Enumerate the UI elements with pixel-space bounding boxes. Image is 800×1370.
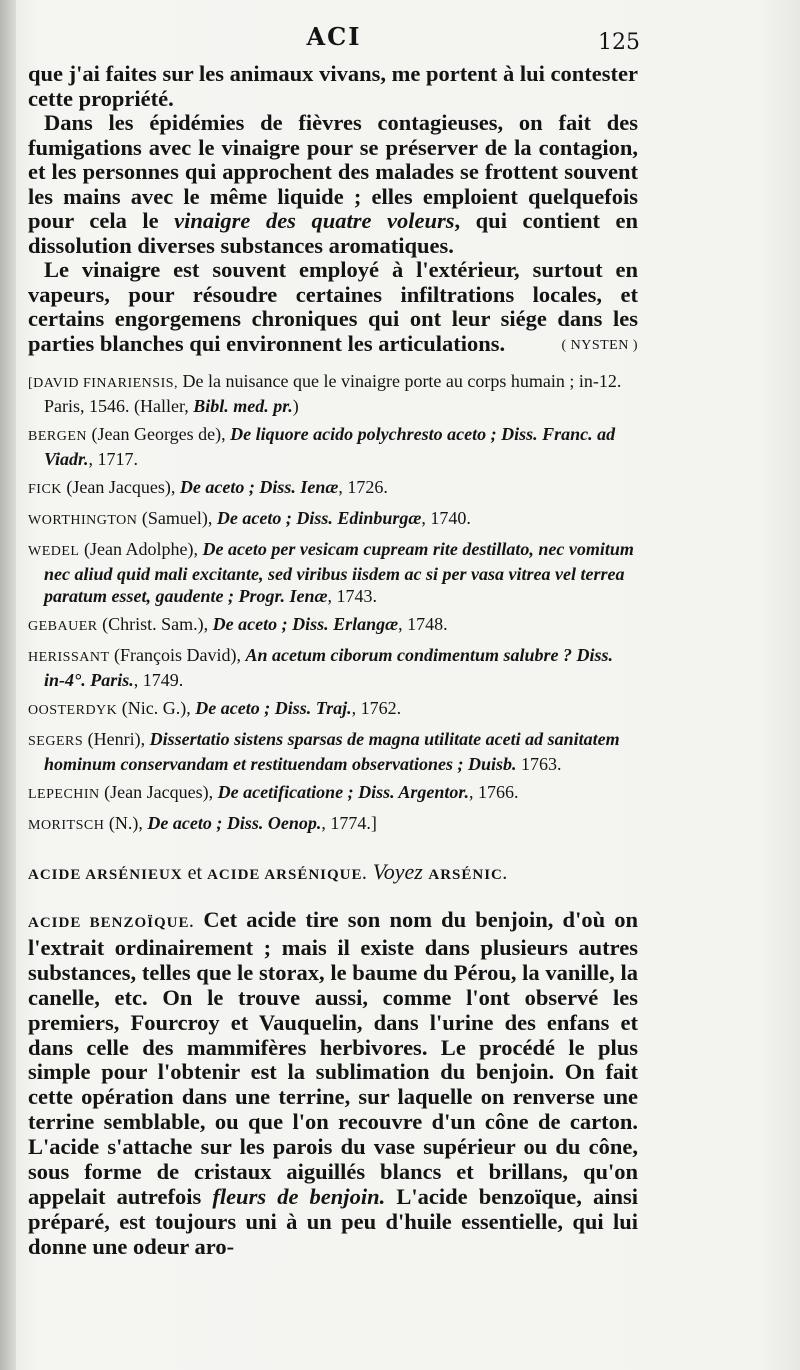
bib-title: An acetum ciborum condimentum salubre ? Diss. in-4°. Paris. (44, 645, 614, 690)
bib-date: , 1740. (421, 508, 471, 528)
bib-date: , 1762. (351, 698, 402, 718)
entry-term: ACIDE ARSÉNIEUX (28, 867, 183, 883)
bib-title: De aceto ; Diss. Edinburgæ (216, 508, 422, 528)
page-number: 125 (598, 30, 640, 55)
bib-text: (Jean Georges de), (87, 424, 231, 444)
bib-text: De la nuisance que le vinaigre porte au corps humain ; in-12. Paris, 1546. (Haller, (44, 371, 622, 416)
entry-term: ACIDE BENZOÏQUE. (28, 915, 195, 931)
running-title: ACI (306, 22, 362, 51)
bib-entry (28, 613, 638, 638)
bib-author: LEPECHIN (28, 787, 100, 802)
page-gutter-shadow (0, 0, 16, 1370)
bib-entry (28, 728, 638, 775)
bib-author: HERISSANT (28, 650, 110, 665)
bib-date: , 1774.] (321, 813, 377, 833)
bib-title: De liquore acido polychresto aceto ; Diss. Franc. ad Viadr. (44, 424, 616, 469)
bib-entry (28, 644, 638, 691)
bib-text: (Samuel), (137, 508, 217, 528)
bib-text: (N.), (104, 813, 148, 833)
bib-title: De aceto ; Diss. Traj. (195, 698, 352, 718)
bib-text: (François David), (109, 645, 246, 665)
bib-date: , 1743. (327, 586, 378, 606)
bib-title: Dissertatio sistens sparsas de magna utilitate aceti ad sanitatem hominum conservandam et restituendam observationes ; Duisb. (44, 729, 620, 774)
see-also-label: Voyez (367, 859, 429, 884)
bib-title: De aceto ; Diss. Ienæ (179, 477, 339, 497)
bib-entry (28, 423, 638, 470)
bib-title: De acetificatione ; Diss. Argentor. (217, 782, 469, 802)
bib-entry (28, 370, 638, 417)
bib-author: BERGEN (28, 429, 87, 444)
bib-entry (28, 476, 638, 501)
running-header (28, 22, 640, 51)
bib-date: , 1717. (88, 449, 139, 469)
bib-text: (Jean Jacques), (61, 477, 180, 497)
paragraph-benzoique (28, 908, 638, 1260)
bib-entry (28, 507, 638, 532)
see-also-target[interactable]: ARSÉNIC. (428, 867, 508, 883)
bib-entry (28, 538, 638, 607)
bib-date: ) (292, 396, 299, 416)
bib-author: OOSTERDYK (28, 703, 118, 718)
bib-entry (28, 812, 638, 837)
paragraph-2 (28, 111, 638, 258)
bib-title: De aceto ; Diss. Oenop. (147, 813, 322, 833)
bib-date: , 1766. (468, 782, 519, 802)
bib-date: , 1748. (398, 614, 448, 634)
paragraph-3 (28, 258, 638, 356)
paragraph-1: que j'ai faites sur les animaux vivans, me portent à lui contester cette propriété. (28, 61, 638, 111)
cross-reference-heading (28, 859, 638, 888)
bib-text: (Christ. Sam.), (97, 614, 213, 634)
heading-conjunction: et (182, 862, 208, 884)
bib-date: , 1749. (133, 670, 184, 690)
paragraph-2-italic: vinaigre des quatre voleurs (174, 208, 455, 233)
entry-body-tail: L'acide benzoïque, ainsi préparé, est toujours uni à un peu d'huile essentielle, qui lui donne une odeur aro- (28, 1183, 638, 1259)
bibliography-list (28, 370, 638, 837)
bib-entry (28, 697, 638, 722)
bib-title: De aceto per vesicam cupream rite destillato, nec vomitum nec aliud quid mali excitante, sed viribus iisdem ac si per vasa vitrea vel terrea paratum esset, gaudente ; Progr. Ienæ (44, 539, 634, 606)
paragraph-2-tail: , qui contient en dissolution diverses substances aromatiques. (28, 208, 638, 258)
bib-author: WEDEL (28, 544, 80, 559)
bib-author: MORITSCH (28, 818, 105, 833)
entry-body: Cet acide tire son nom du benjoin, d'où on l'extrait ordinairement ; mais il existe dans plusieurs autres substances, telles que le storax, le baume du Pérou, la vanille, la canelle, etc. On le trouve aussi, comme l'ont observé les premiers, Fourcroy et Vauquelin, dans l'urine des enfans et dans celle des mammifères herbivores. Le procédé le plus simple pour l'obtenir est la sublimation du benjoin. On fait cette opération dans une terrine, sur laquelle on renverse une terrine semblable, ou que l'on recouvre d'un cône de carton. L'acide s'attache sur les parois du vase supérieur ou du cône, sous forme de cristaux aiguillés blancs et brillans, qu'on appelait autrefois (28, 907, 638, 1209)
entry-italic: fleurs de benjoin. (212, 1183, 386, 1209)
entry-term: ACIDE ARSÉNIQUE. (207, 867, 368, 883)
bib-author: FICK (28, 482, 62, 497)
author-attribution: ( NYSTEN ) (561, 337, 638, 353)
bib-text: (Nic. G.), (117, 698, 196, 718)
text-column (28, 62, 638, 1260)
bib-text: (Jean Adolphe), (79, 539, 203, 559)
paragraph-3-text: Le vinaigre est souvent employé à l'extérieur, surtout en vapeurs, pour résoudre certaines infiltrations locales, et certains engorgemens chroniques qui ont leur siége dans les parties blanches qui environnent les articulations. (28, 257, 638, 356)
bib-author: WORTHINGTON (28, 513, 138, 528)
bib-author: [DAVID FINARIENSIS, (28, 376, 179, 391)
bib-author: GEBAUER (28, 619, 98, 634)
bib-text: (Henri), (83, 729, 150, 749)
paragraph-2-text: Dans les épidémies de fièvres contagieuses, on fait des fumigations avec le vinaigre pour se préserver de la contagion, et les personnes qui approchent des malades se frottent souvent les mains avec le même liquide ; elles emploient quelquefois pour cela le (28, 110, 638, 233)
bib-author: SEGERS (28, 734, 84, 749)
entry-acide-benzoique (28, 908, 638, 1260)
bib-date: , 1726. (338, 477, 388, 497)
bib-text: (Jean Jacques), (99, 782, 218, 802)
bib-title: De aceto ; Diss. Erlangæ (212, 614, 399, 634)
bib-title: Bibl. med. pr. (193, 396, 293, 416)
bib-date: 1763. (516, 754, 562, 774)
bib-entry (28, 781, 638, 806)
